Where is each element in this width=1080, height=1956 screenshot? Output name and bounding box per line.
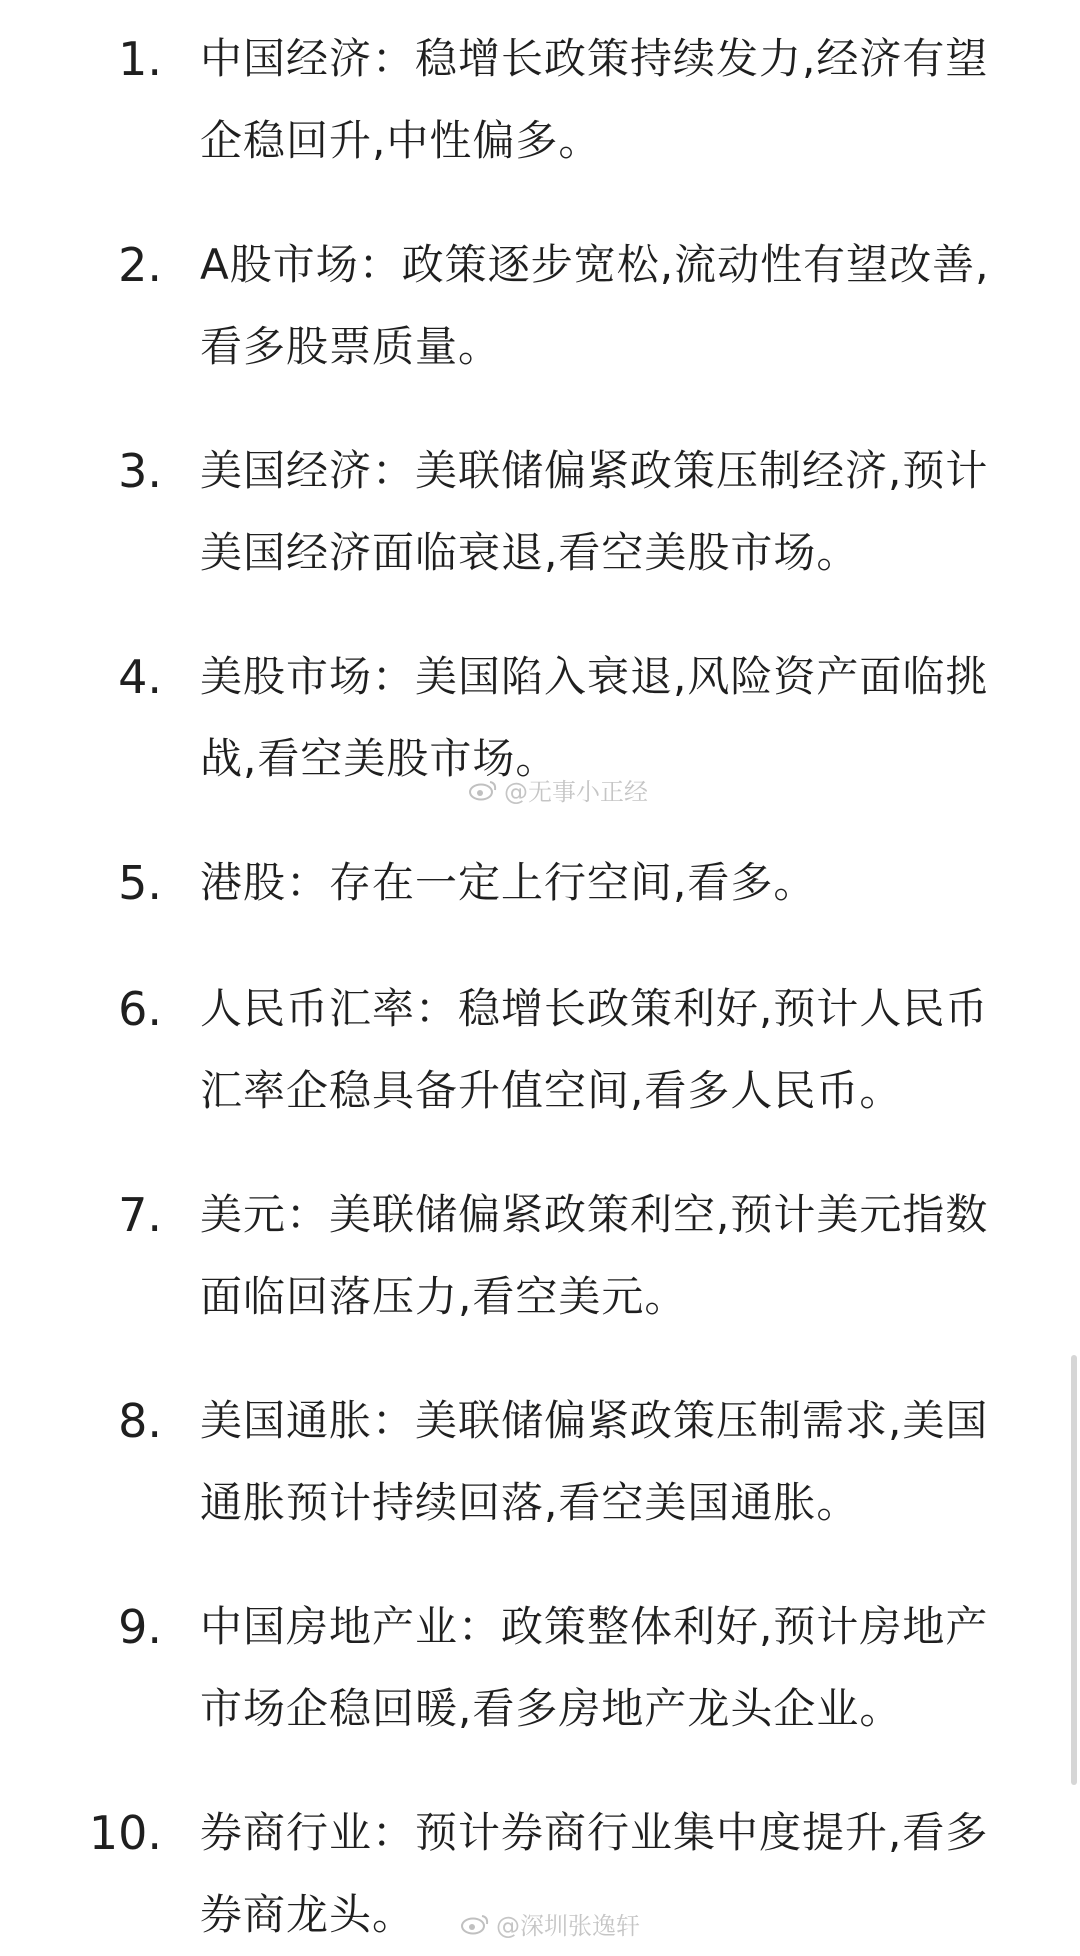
list-item-text: 美国经济：美联储偏紧政策压制经济,预计美国经济面临衰退,看空美股市场。 <box>200 446 989 577</box>
list-item-text: 美股市场：美国陷入衰退,风险资产面临挑战,看空美股市场。 <box>200 652 989 783</box>
watermark-text: @无事小正经 <box>504 778 648 806</box>
list-item-text: 美元：美联储偏紧政策利空,预计美元指数面临回落压力,看空美元。 <box>200 1190 989 1321</box>
list-item-text: 中国房地产业：政策整体利好,预计房地产市场企稳回暖,看多房地产龙头企业。 <box>200 1602 989 1733</box>
list-item-text: 券商行业：预计券商行业集中度提升,看多券商龙头。 <box>200 1808 989 1939</box>
list-item-number: 3. <box>118 444 162 498</box>
weibo-icon <box>468 779 498 801</box>
list-item-number: 7. <box>118 1188 162 1242</box>
list-item-text: 港股：存在一定上行空间,看多。 <box>200 858 817 907</box>
list-item-number: 9. <box>118 1600 162 1654</box>
list-item-text: A股市场：政策逐步宽松,流动性有望改善,看多股票质量。 <box>200 240 990 371</box>
list-item-number: 6. <box>118 982 162 1036</box>
weibo-icon <box>460 1913 490 1935</box>
watermark-text: @深圳张逸轩 <box>496 1912 640 1940</box>
scrollbar[interactable] <box>1071 1355 1077 1785</box>
list-item-text: 人民币汇率：稳增长政策利好,预计人民币汇率企稳具备升值空间,看多人民币。 <box>200 984 989 1115</box>
watermark <box>468 772 648 807</box>
list-item-number: 5. <box>118 856 162 910</box>
list-item-text: 美国通胀：美联储偏紧政策压制需求,美国通胀预计持续回落,看空美国通胀。 <box>200 1396 989 1527</box>
list-item-number: 4. <box>118 650 162 704</box>
list-item-number: 1. <box>118 32 162 86</box>
list-item-number: 10. <box>88 1806 162 1860</box>
watermark <box>460 1906 640 1941</box>
list-item-number: 8. <box>118 1394 162 1448</box>
list-item-text: 中国经济：稳增长政策持续发力,经济有望企稳回升,中性偏多。 <box>200 34 989 165</box>
list-item-number: 2. <box>118 238 162 292</box>
